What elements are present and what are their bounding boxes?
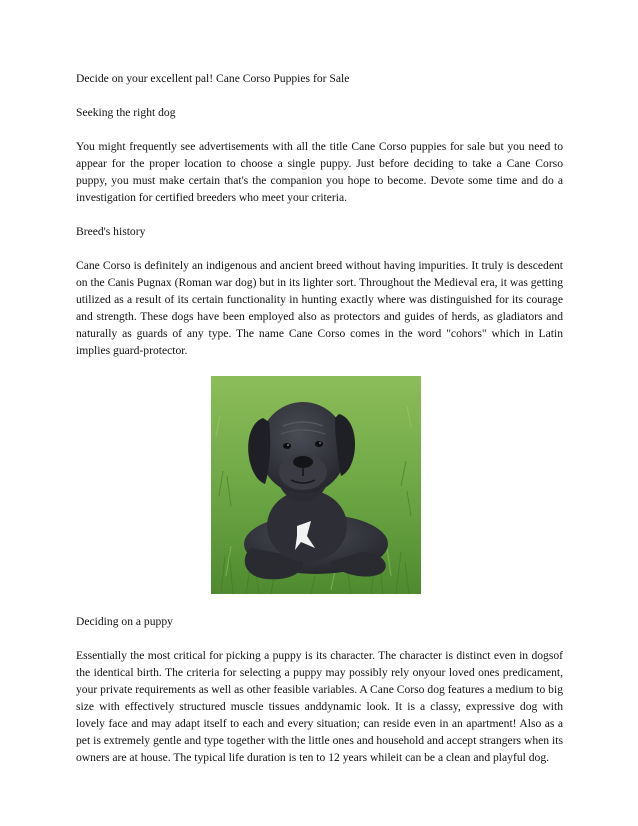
section-body-history: Cane Corso is definitely an indigenous and ancient breed without having impurities. It truly is descedent on the Canis Pugnax (Roman war dog) but in its lighter sort. Throughout the Medieval era, it was getting utilized as a result of its certain functionality in hunting exactly where was distinguished for its courage and strength. These dogs have been employed also as protectors and guides of herds, as gladiators and naturally as guards of any type. The name Cane Corso comes in the word "cohors" which in Latin implies guard-protector. (76, 259, 563, 357)
photo-container (76, 376, 563, 594)
nose (293, 456, 313, 468)
section-heading-seeking: Seeking the right dog (76, 106, 176, 119)
puppy-photo (211, 376, 421, 594)
section-body-seeking: You might frequently see advertisements with all the title Cane Corso puppies for sale but you need to appear for the proper location to choose a single puppy. Just before deciding to take a Cane Corso puppy, you must make certain that's the companion you hope to become. Devote some time and do a investigation for certified breeders who meet your criteria. (76, 140, 563, 204)
section-heading-history: Breed's history (76, 225, 146, 238)
section-heading-deciding: Deciding on a puppy (76, 615, 173, 628)
document-title: Decide on your excellent pal! Cane Corso Puppies for Sale (76, 72, 350, 85)
document-content (76, 70, 563, 783)
section-body-deciding: Essentially the most critical for picking a puppy is its character. The character is distinct even in dogsof the identical birth. The criteria for selecting a puppy may possibly rely onyour loved ones predicament, your private requirements as well as other feasible variables. A Cane Corso dog features a medium to big size with effectively structured muscle tissues anddynamic look. It is a classy, expressive dog with lovely face and may adapt itself to each and every situation; can reside even in an apartment! Also as a pet is extremely gentle and type together with the little ones and household and accept strangers when its owners are at house. The typical life duration is ten to 12 years whileit can be a clean and playful dog. (76, 649, 563, 764)
